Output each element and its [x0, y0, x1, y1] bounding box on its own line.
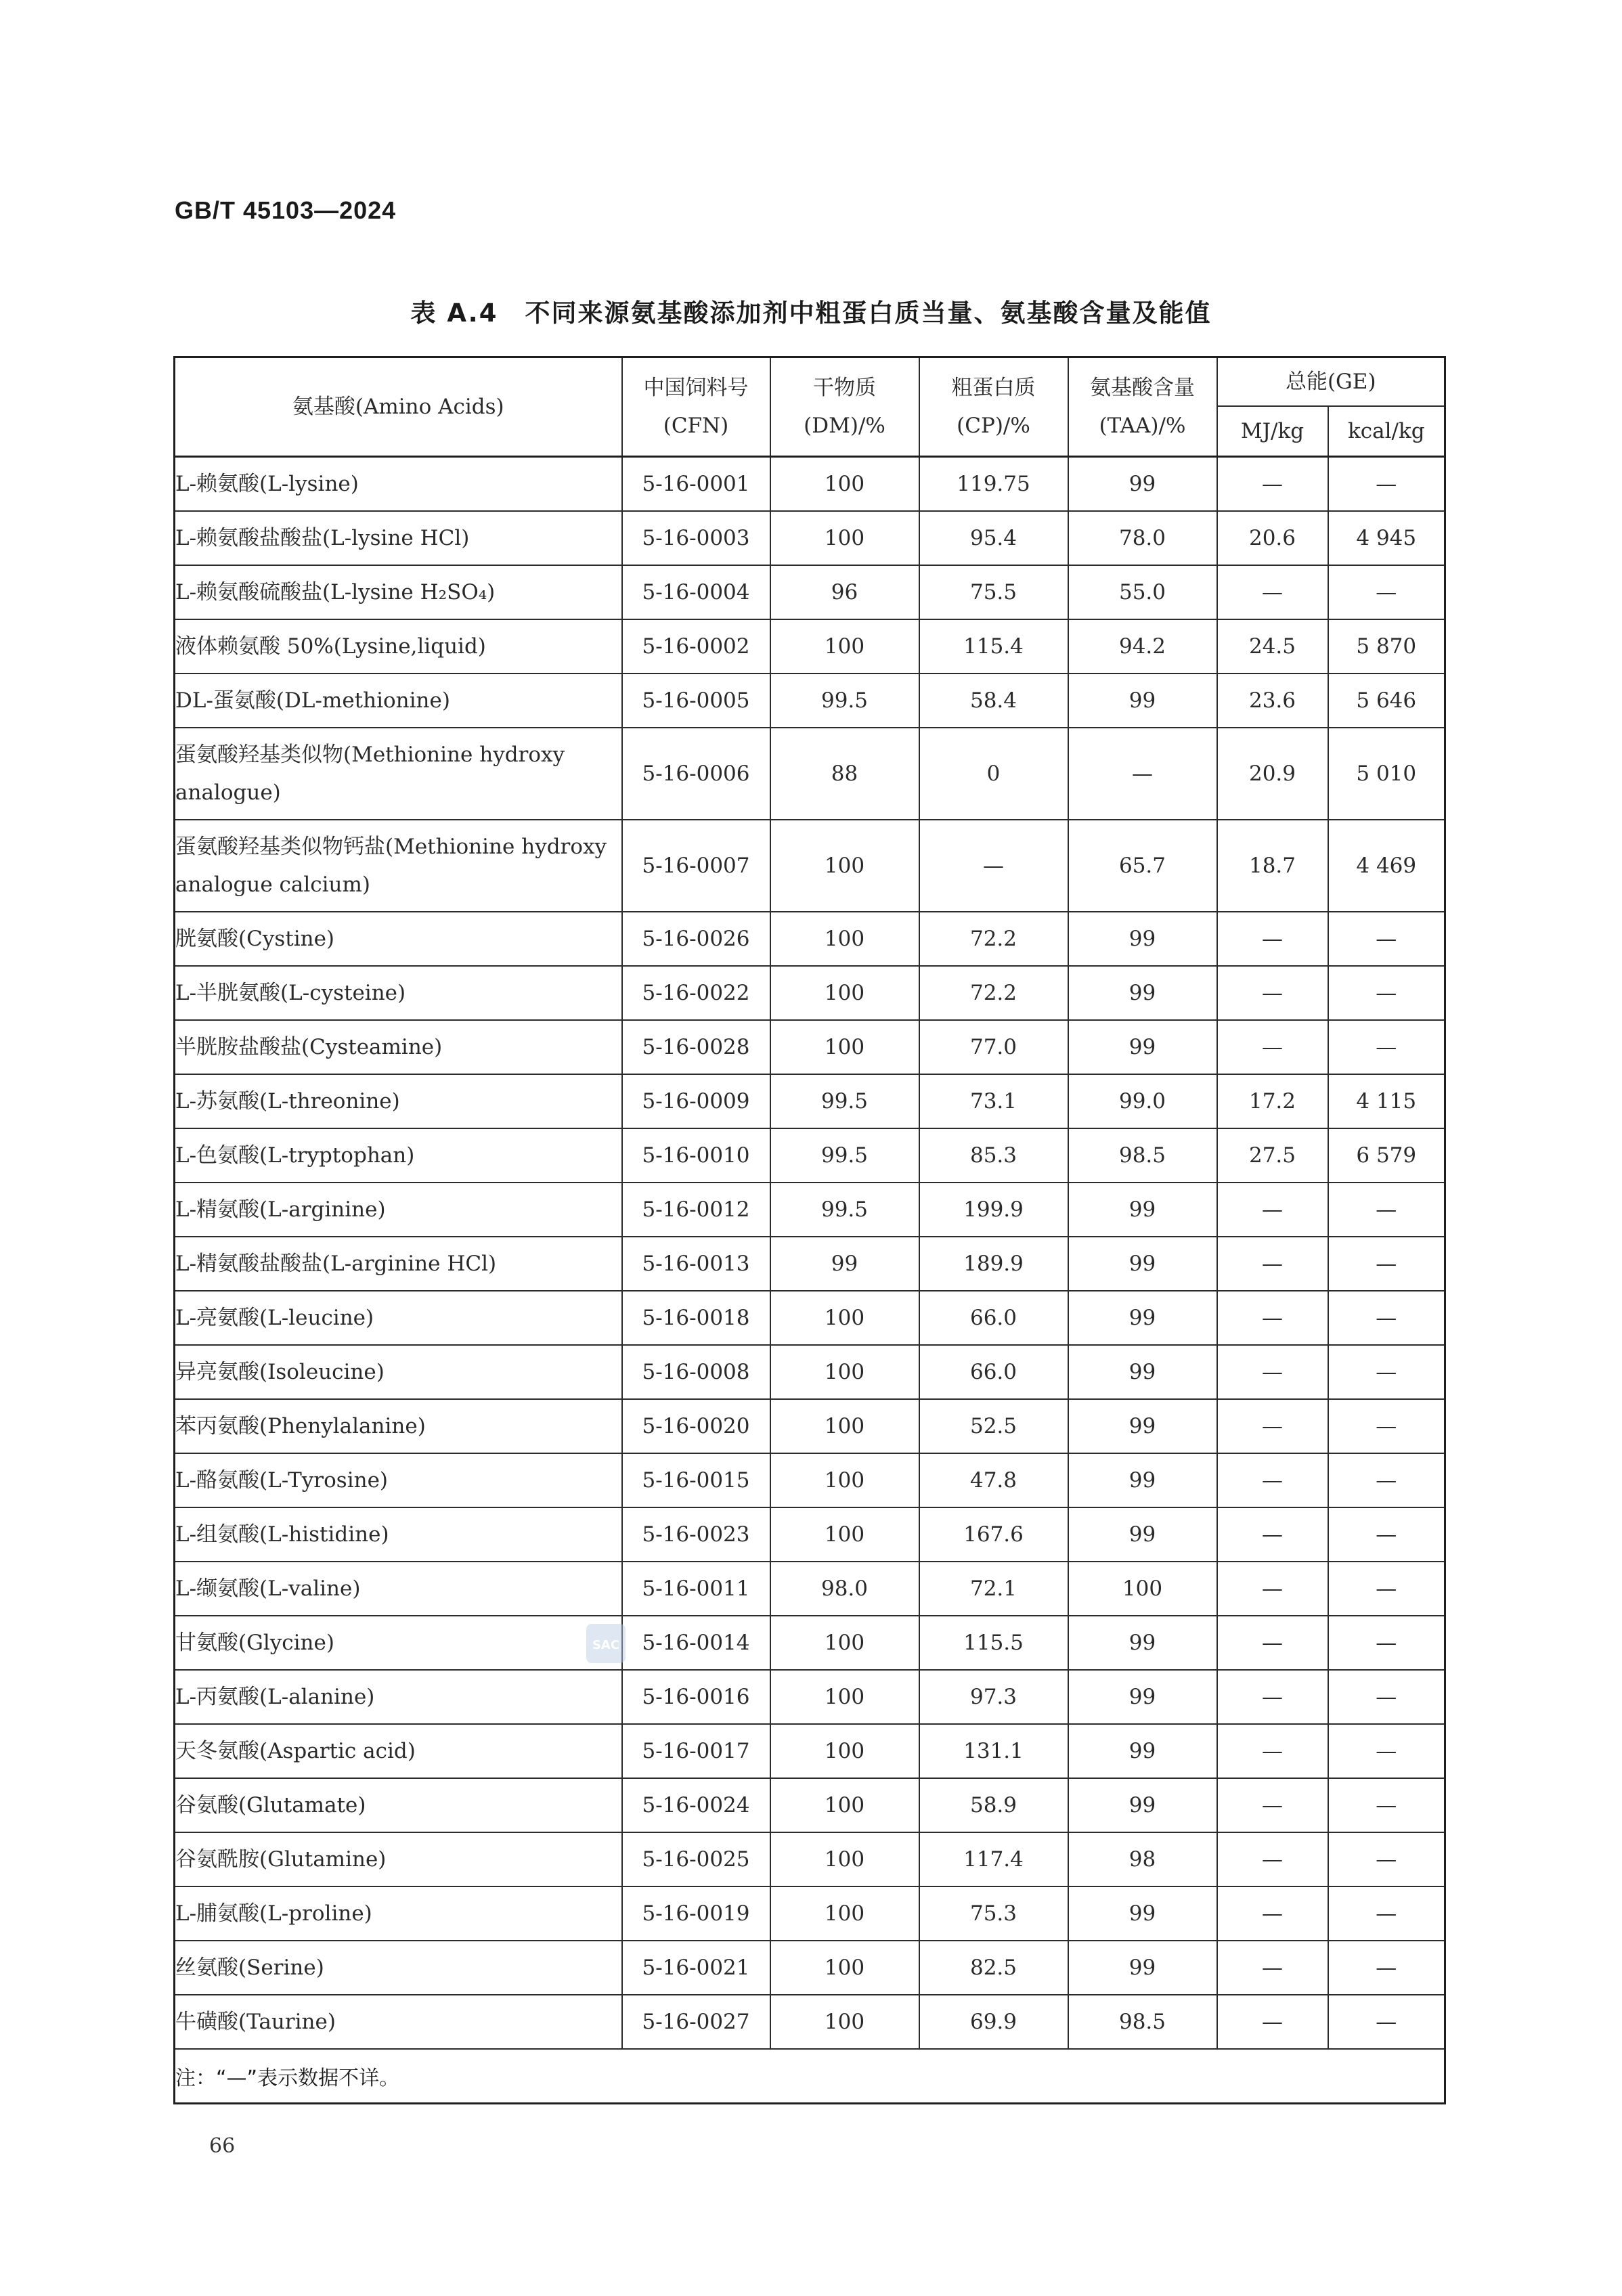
table-row	[175, 1020, 1445, 1074]
table-body	[175, 457, 1445, 2050]
cell-mj: —	[1217, 1724, 1328, 1778]
table-row	[175, 1832, 1445, 1886]
cell-dm: 100	[770, 457, 919, 512]
cell-dm: 100	[770, 1670, 919, 1724]
cell-name: 甘氨酸(Glycine)	[175, 1616, 622, 1670]
cell-mj: —	[1217, 1886, 1328, 1941]
cell-kcal: —	[1328, 1886, 1445, 1941]
cell-mj: —	[1217, 1345, 1328, 1399]
cell-mj: 17.2	[1217, 1074, 1328, 1128]
cell-dm: 100	[770, 1020, 919, 1074]
table-row	[175, 1562, 1445, 1616]
cell-cp: —	[919, 820, 1068, 912]
cell-kcal: —	[1328, 912, 1445, 966]
col-header-ge: 总能(GE)	[1217, 357, 1445, 407]
cell-dm: 100	[770, 912, 919, 966]
cell-dm: 100	[770, 820, 919, 912]
cell-kcal: —	[1328, 1453, 1445, 1507]
table-row	[175, 1453, 1445, 1507]
table-row	[175, 457, 1445, 512]
cell-name: L-赖氨酸硫酸盐(L-lysine H₂SO₄)	[175, 565, 622, 619]
cell-kcal: —	[1328, 1237, 1445, 1291]
cell-cp: 97.3	[919, 1670, 1068, 1724]
table-row	[175, 1128, 1445, 1183]
cell-cp: 75.3	[919, 1886, 1068, 1941]
cell-cp: 131.1	[919, 1724, 1068, 1778]
table-title	[0, 292, 1622, 329]
cell-kcal: —	[1328, 1183, 1445, 1237]
cell-name: L-缬氨酸(L-valine)	[175, 1562, 622, 1616]
cell-cfn: 5-16-0016	[622, 1670, 770, 1724]
cell-dm: 88	[770, 728, 919, 820]
cell-mj: —	[1217, 1020, 1328, 1074]
cell-dm: 99.5	[770, 1074, 919, 1128]
cell-kcal: —	[1328, 1562, 1445, 1616]
cell-cfn: 5-16-0004	[622, 565, 770, 619]
cell-cfn: 5-16-0003	[622, 511, 770, 565]
cell-mj: —	[1217, 1291, 1328, 1345]
svg-text:SAC: SAC	[592, 1638, 620, 1652]
cell-kcal: —	[1328, 966, 1445, 1020]
col-header-name: 氨基酸(Amino Acids)	[175, 357, 622, 457]
table-row	[175, 1291, 1445, 1345]
cell-cp: 52.5	[919, 1399, 1068, 1453]
cell-cp: 66.0	[919, 1345, 1068, 1399]
cell-kcal: 4 945	[1328, 511, 1445, 565]
cell-dm: 100	[770, 1941, 919, 1995]
cell-kcal: 4 469	[1328, 820, 1445, 912]
cell-dm: 100	[770, 966, 919, 1020]
col-header-cp-line2: (CP)/%	[957, 414, 1030, 438]
cell-name: 苯丙氨酸(Phenylalanine)	[175, 1399, 622, 1453]
cell-taa: 99	[1068, 1724, 1217, 1778]
cell-kcal: —	[1328, 1616, 1445, 1670]
cell-name: 胱氨酸(Cystine)	[175, 912, 622, 966]
cell-name: 天冬氨酸(Aspartic acid)	[175, 1724, 622, 1778]
cell-taa: 55.0	[1068, 565, 1217, 619]
cell-taa: 99	[1068, 674, 1217, 728]
cell-cfn: 5-16-0006	[622, 728, 770, 820]
cell-taa: 99	[1068, 1345, 1217, 1399]
col-header-cp-line1: 粗蛋白质	[951, 376, 1036, 400]
cell-cfn: 5-16-0008	[622, 1345, 770, 1399]
cell-taa: 99	[1068, 1616, 1217, 1670]
cell-kcal: 6 579	[1328, 1128, 1445, 1183]
cell-name: L-精氨酸(L-arginine)	[175, 1183, 622, 1237]
cell-mj: —	[1217, 1237, 1328, 1291]
table-row	[175, 1670, 1445, 1724]
cell-name: L-色氨酸(L-tryptophan)	[175, 1128, 622, 1183]
amino-acid-table	[173, 356, 1446, 2104]
cell-mj: —	[1217, 1778, 1328, 1832]
cell-cp: 115.4	[919, 619, 1068, 674]
cell-kcal: —	[1328, 1399, 1445, 1453]
cell-cfn: 5-16-0020	[622, 1399, 770, 1453]
page-number: 66	[209, 2134, 236, 2158]
cell-mj: 27.5	[1217, 1128, 1328, 1183]
cell-name: 牛磺酸(Taurine)	[175, 1995, 622, 2049]
cell-dm: 100	[770, 1345, 919, 1399]
table-row	[175, 1778, 1445, 1832]
cell-cp: 58.9	[919, 1778, 1068, 1832]
col-header-dm-line1: 干物质	[813, 376, 876, 400]
cell-mj: —	[1217, 966, 1328, 1020]
cell-cfn: 5-16-0021	[622, 1941, 770, 1995]
cell-taa: 100	[1068, 1562, 1217, 1616]
cell-taa: 99	[1068, 1886, 1217, 1941]
cell-cfn: 5-16-0026	[622, 912, 770, 966]
cell-taa: 99	[1068, 1670, 1217, 1724]
cell-name: 谷氨酰胺(Glutamine)	[175, 1832, 622, 1886]
table-row	[175, 912, 1445, 966]
cell-mj: —	[1217, 1995, 1328, 2049]
cell-cp: 73.1	[919, 1074, 1068, 1128]
table-row	[175, 728, 1445, 820]
col-header-cfn	[622, 357, 770, 457]
cell-name: L-赖氨酸盐酸盐(L-lysine HCl)	[175, 511, 622, 565]
col-header-ge-kcal: kcal/kg	[1328, 406, 1445, 457]
cell-cfn: 5-16-0019	[622, 1886, 770, 1941]
table-row	[175, 674, 1445, 728]
cell-cp: 69.9	[919, 1995, 1068, 2049]
col-header-cfn-line2: (CFN)	[663, 414, 729, 438]
cell-name: 半胱胺盐酸盐(Cysteamine)	[175, 1020, 622, 1074]
cell-dm: 96	[770, 565, 919, 619]
cell-cfn: 5-16-0011	[622, 1562, 770, 1616]
cell-kcal: —	[1328, 1020, 1445, 1074]
cell-mj: —	[1217, 1941, 1328, 1995]
cell-cp: 95.4	[919, 511, 1068, 565]
cell-name: DL-蛋氨酸(DL-methionine)	[175, 674, 622, 728]
cell-cp: 77.0	[919, 1020, 1068, 1074]
cell-dm: 100	[770, 1399, 919, 1453]
standard-code: GB/T 45103—2024	[175, 196, 397, 224]
cell-taa: 99	[1068, 966, 1217, 1020]
cell-cp: 82.5	[919, 1941, 1068, 1995]
cell-cp: 0	[919, 728, 1068, 820]
cell-cfn: 5-16-0015	[622, 1453, 770, 1507]
cell-dm: 100	[770, 1616, 919, 1670]
cell-mj: 20.9	[1217, 728, 1328, 820]
table-row	[175, 565, 1445, 619]
cell-taa: 99	[1068, 1183, 1217, 1237]
cell-mj: 20.6	[1217, 511, 1328, 565]
cell-cfn: 5-16-0002	[622, 619, 770, 674]
cell-taa: 98.5	[1068, 1128, 1217, 1183]
cell-dm: 99.5	[770, 674, 919, 728]
cell-mj: 24.5	[1217, 619, 1328, 674]
cell-dm: 99.5	[770, 1128, 919, 1183]
cell-kcal: —	[1328, 1507, 1445, 1562]
cell-mj: —	[1217, 457, 1328, 512]
cell-taa: 99	[1068, 457, 1217, 512]
col-header-taa-line2: (TAA)/%	[1099, 414, 1186, 438]
cell-taa: 98.5	[1068, 1995, 1217, 2049]
cell-kcal: —	[1328, 1345, 1445, 1399]
cell-cfn: 5-16-0018	[622, 1291, 770, 1345]
cell-cfn: 5-16-0022	[622, 966, 770, 1020]
cell-mj: —	[1217, 565, 1328, 619]
cell-mj: —	[1217, 1183, 1328, 1237]
cell-cfn: 5-16-0017	[622, 1724, 770, 1778]
table-row	[175, 1995, 1445, 2049]
cell-kcal: 5 646	[1328, 674, 1445, 728]
col-header-ge-mj: MJ/kg	[1217, 406, 1328, 457]
table-row	[175, 619, 1445, 674]
cell-taa: 99	[1068, 1399, 1217, 1453]
cell-kcal: 5 870	[1328, 619, 1445, 674]
cell-name: 蛋氨酸羟基类似物钙盐(Methionine hydroxy analogue calcium)	[175, 820, 622, 912]
table-row	[175, 1507, 1445, 1562]
cell-name: L-脯氨酸(L-proline)	[175, 1886, 622, 1941]
cell-dm: 100	[770, 1995, 919, 2049]
cell-mj: —	[1217, 1507, 1328, 1562]
cell-cfn: 5-16-0013	[622, 1237, 770, 1291]
cell-mj: —	[1217, 1670, 1328, 1724]
cell-dm: 100	[770, 619, 919, 674]
sac-watermark-logo	[585, 1622, 627, 1664]
cell-mj: 18.7	[1217, 820, 1328, 912]
col-header-taa-line1: 氨基酸含量	[1090, 376, 1195, 400]
cell-name: 异亮氨酸(Isoleucine)	[175, 1345, 622, 1399]
cell-mj: —	[1217, 1562, 1328, 1616]
cell-name: L-赖氨酸(L-lysine)	[175, 457, 622, 512]
cell-taa: 99	[1068, 912, 1217, 966]
cell-kcal: —	[1328, 1995, 1445, 2049]
cell-name: 蛋氨酸羟基类似物(Methionine hydroxy analogue)	[175, 728, 622, 820]
col-header-dm	[770, 357, 919, 457]
cell-cfn: 5-16-0009	[622, 1074, 770, 1128]
cell-kcal: —	[1328, 1941, 1445, 1995]
cell-name: 丝氨酸(Serine)	[175, 1941, 622, 1995]
cell-cp: 115.5	[919, 1616, 1068, 1670]
cell-cfn: 5-16-0012	[622, 1183, 770, 1237]
cell-cp: 72.2	[919, 912, 1068, 966]
cell-kcal: —	[1328, 1670, 1445, 1724]
cell-taa: 78.0	[1068, 511, 1217, 565]
cell-cp: 117.4	[919, 1832, 1068, 1886]
col-header-cp	[919, 357, 1068, 457]
cell-dm: 100	[770, 1886, 919, 1941]
cell-name: L-半胱氨酸(L-cysteine)	[175, 966, 622, 1020]
cell-name: 谷氨酸(Glutamate)	[175, 1778, 622, 1832]
cell-cfn: 5-16-0014	[622, 1616, 770, 1670]
cell-kcal: —	[1328, 1778, 1445, 1832]
cell-dm: 98.0	[770, 1562, 919, 1616]
cell-cp: 189.9	[919, 1237, 1068, 1291]
cell-cfn: 5-16-0023	[622, 1507, 770, 1562]
cell-taa: 99.0	[1068, 1074, 1217, 1128]
table-row	[175, 1074, 1445, 1128]
cell-taa: 99	[1068, 1291, 1217, 1345]
cell-mj: —	[1217, 1832, 1328, 1886]
cell-cp: 66.0	[919, 1291, 1068, 1345]
cell-taa: 94.2	[1068, 619, 1217, 674]
cell-cp: 72.1	[919, 1562, 1068, 1616]
cell-cfn: 5-16-0027	[622, 1995, 770, 2049]
col-header-dm-line2: (DM)/%	[804, 414, 885, 438]
cell-name: L-苏氨酸(L-threonine)	[175, 1074, 622, 1128]
cell-cp: 75.5	[919, 565, 1068, 619]
cell-dm: 100	[770, 1724, 919, 1778]
cell-dm: 100	[770, 1778, 919, 1832]
table-row	[175, 511, 1445, 565]
table-row	[175, 1399, 1445, 1453]
cell-kcal: —	[1328, 1291, 1445, 1345]
table-row	[175, 1886, 1445, 1941]
cell-taa: 65.7	[1068, 820, 1217, 912]
cell-cfn: 5-16-0028	[622, 1020, 770, 1074]
cell-cp: 199.9	[919, 1183, 1068, 1237]
table-row	[175, 1237, 1445, 1291]
cell-taa: 98	[1068, 1832, 1217, 1886]
cell-cfn: 5-16-0005	[622, 674, 770, 728]
cell-name: L-丙氨酸(L-alanine)	[175, 1670, 622, 1724]
table-row	[175, 1941, 1445, 1995]
cell-dm: 99.5	[770, 1183, 919, 1237]
cell-cp: 72.2	[919, 966, 1068, 1020]
cell-cp: 85.3	[919, 1128, 1068, 1183]
cell-dm: 100	[770, 1507, 919, 1562]
table-row	[175, 1183, 1445, 1237]
cell-taa: —	[1068, 728, 1217, 820]
cell-cfn: 5-16-0010	[622, 1128, 770, 1183]
cell-taa: 99	[1068, 1453, 1217, 1507]
table-note: 注：“—”表示数据不详。	[175, 2049, 1445, 2104]
cell-mj: —	[1217, 1616, 1328, 1670]
table-number: 表 A.4	[410, 299, 498, 328]
cell-dm: 100	[770, 511, 919, 565]
cell-kcal: —	[1328, 1724, 1445, 1778]
cell-name: L-亮氨酸(L-leucine)	[175, 1291, 622, 1345]
cell-dm: 100	[770, 1832, 919, 1886]
cell-kcal: —	[1328, 457, 1445, 512]
cell-mj: —	[1217, 912, 1328, 966]
cell-cfn: 5-16-0024	[622, 1778, 770, 1832]
cell-kcal: —	[1328, 1832, 1445, 1886]
table-caption: 不同来源氨基酸添加剂中粗蛋白质当量、氨基酸含量及能值	[525, 299, 1212, 328]
cell-taa: 99	[1068, 1778, 1217, 1832]
table-row	[175, 1724, 1445, 1778]
table-row	[175, 966, 1445, 1020]
cell-cfn: 5-16-0007	[622, 820, 770, 912]
cell-name: 液体赖氨酸 50%(Lysine,liquid)	[175, 619, 622, 674]
cell-cp: 58.4	[919, 674, 1068, 728]
cell-cp: 47.8	[919, 1453, 1068, 1507]
cell-taa: 99	[1068, 1507, 1217, 1562]
table-row	[175, 820, 1445, 912]
table-row	[175, 1345, 1445, 1399]
cell-mj: 23.6	[1217, 674, 1328, 728]
cell-dm: 100	[770, 1453, 919, 1507]
cell-name: L-酪氨酸(L-Tyrosine)	[175, 1453, 622, 1507]
cell-cp: 167.6	[919, 1507, 1068, 1562]
cell-taa: 99	[1068, 1941, 1217, 1995]
cell-mj: —	[1217, 1399, 1328, 1453]
cell-dm: 99	[770, 1237, 919, 1291]
cell-cp: 119.75	[919, 457, 1068, 512]
col-header-taa	[1068, 357, 1217, 457]
cell-taa: 99	[1068, 1237, 1217, 1291]
cell-cfn: 5-16-0025	[622, 1832, 770, 1886]
col-header-cfn-line1: 中国饲料号	[643, 376, 749, 400]
cell-mj: —	[1217, 1453, 1328, 1507]
cell-name: L-组氨酸(L-histidine)	[175, 1507, 622, 1562]
cell-kcal: 4 115	[1328, 1074, 1445, 1128]
cell-cfn: 5-16-0001	[622, 457, 770, 512]
cell-kcal: 5 010	[1328, 728, 1445, 820]
cell-taa: 99	[1068, 1020, 1217, 1074]
cell-name: L-精氨酸盐酸盐(L-arginine HCl)	[175, 1237, 622, 1291]
cell-kcal: —	[1328, 565, 1445, 619]
cell-dm: 100	[770, 1291, 919, 1345]
table-row	[175, 1616, 1445, 1670]
